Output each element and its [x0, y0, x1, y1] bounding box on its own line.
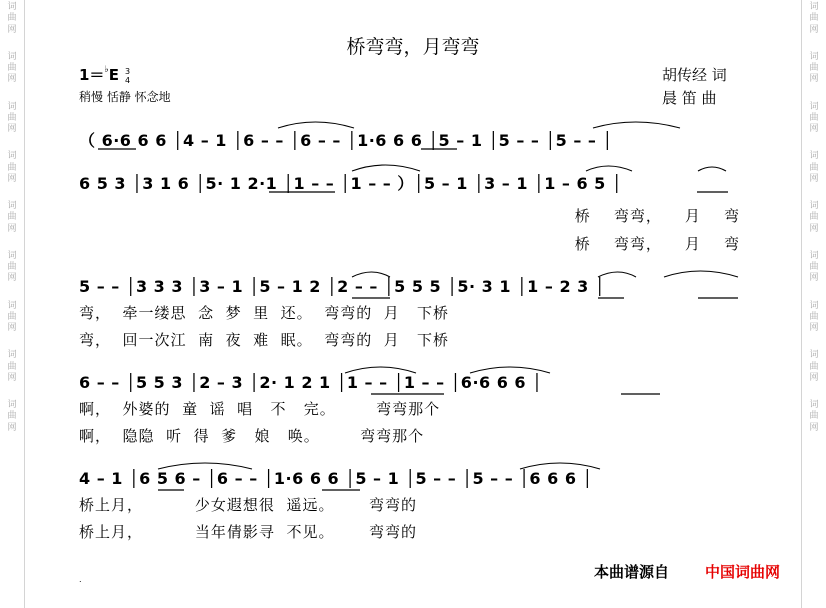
watermark-text: 词曲网 — [7, 201, 17, 234]
watermark-text: 词曲网 — [7, 250, 17, 284]
watermark-text: 词曲网 — [809, 400, 819, 433]
watermark-text: 词曲网 — [7, 350, 17, 383]
lyric-line-3-verse-1: 弯， 牵一缕思 念 梦 里 还。 弯弯的 月 下桥 — [79, 304, 450, 322]
watermark-text: 词曲网 — [7, 101, 17, 134]
watermark-text: 词曲网 — [809, 151, 819, 184]
lyric-line-4-verse-1: 啊， 外婆的 童 谣 唱 不 完。 弯弯那个 — [79, 400, 441, 418]
tie-arc — [586, 166, 632, 171]
key-prefix: 1＝ — [79, 66, 105, 84]
watermark-text: 词曲网 — [809, 2, 819, 35]
score-line-3: 5 – – │3 3 3 │3 – 1 │5 – 1 2 │2 – – │5 5 5 │5· 3 1 │1 – 2 3 │ — [79, 277, 605, 296]
tie-arc — [158, 463, 252, 469]
lyric-line-2-verse-2: 桥 弯弯， 月 弯 — [574, 235, 740, 253]
tempo-marking: 稍慢 恬静 怀念地 — [79, 90, 171, 104]
lyric-line-5-verse-1: 桥上月， 少女遐想很 遥远。 弯弯的 — [79, 496, 418, 514]
watermark-text: 词曲网 — [7, 51, 17, 85]
tie-arc — [598, 272, 636, 277]
watermark-text: 词曲网 — [809, 101, 819, 134]
time-bottom: 4 — [124, 75, 131, 85]
score-line-5: 4 – 1 │6 5 6 – │6 – – │1·6 6 6 │5 – 1 │5 – – │5 – – │6 6 6 │ — [79, 469, 593, 488]
tie-arc — [345, 367, 416, 373]
tie-arc — [698, 167, 726, 171]
watermark-text: 词曲网 — [809, 51, 819, 85]
flat-icon: ♭ — [104, 65, 109, 75]
tie-arc — [470, 367, 550, 373]
tie-arc — [520, 463, 600, 469]
watermark-text: 词曲网 — [809, 300, 819, 333]
page-title: 桥弯弯，月弯弯 — [346, 36, 480, 58]
tie-arc — [593, 122, 680, 128]
site-link[interactable]: 中国词曲网 — [705, 563, 781, 581]
tie-arc — [278, 122, 354, 128]
watermark-text: 词曲网 — [809, 350, 819, 383]
watermark-text: 词曲网 — [809, 250, 819, 284]
corner-dot: . — [79, 575, 82, 584]
lyricist-credit: 胡传经 词 — [662, 66, 727, 84]
watermark-text: 词曲网 — [7, 151, 17, 184]
source-label: 本曲谱源自 — [594, 563, 670, 581]
watermark-text: 词曲网 — [809, 201, 819, 234]
lyric-line-4-verse-2: 啊， 隐隐 听 得 爹 娘 唤。 弯弯那个 — [79, 427, 425, 445]
watermark-text: 词曲网 — [7, 400, 17, 433]
tie-arc — [352, 165, 420, 171]
lyric-line-2-verse-1: 桥 弯弯， 月 弯 — [574, 207, 740, 225]
time-top: 3 — [124, 66, 131, 76]
score-line-1: （ 6·6 6 6 │4 – 1 │6 – – │6 – – │1·6 6 6 │5 – 1 │5 – – │5 – – │ — [79, 131, 613, 150]
tie-arc — [664, 271, 738, 277]
lyric-line-3-verse-2: 弯， 回一次江 南 夜 难 眠。 弯弯的 月 下桥 — [79, 331, 450, 349]
watermark-text: 词曲网 — [7, 2, 17, 35]
tie-arc — [352, 272, 390, 277]
composer-credit: 晨 笛 曲 — [662, 89, 717, 107]
watermark-text: 词曲网 — [7, 300, 17, 333]
key-letter: E — [108, 66, 119, 84]
score-line-4: 6 – – │5 5 3 │2 – 3 │2· 1 2 1 │1 – – │1 – – │6·6 6 6 │ — [79, 373, 543, 392]
lyric-line-5-verse-2: 桥上月， 当年倩影寻 不见。 弯弯的 — [79, 523, 418, 541]
score-line-2: 6 5 3 │3 1 6 │5· 1 2·1 │1 – – │1 – – ）│5 – 1 │3 – 1 │1 – 6 5 │ — [79, 174, 622, 193]
